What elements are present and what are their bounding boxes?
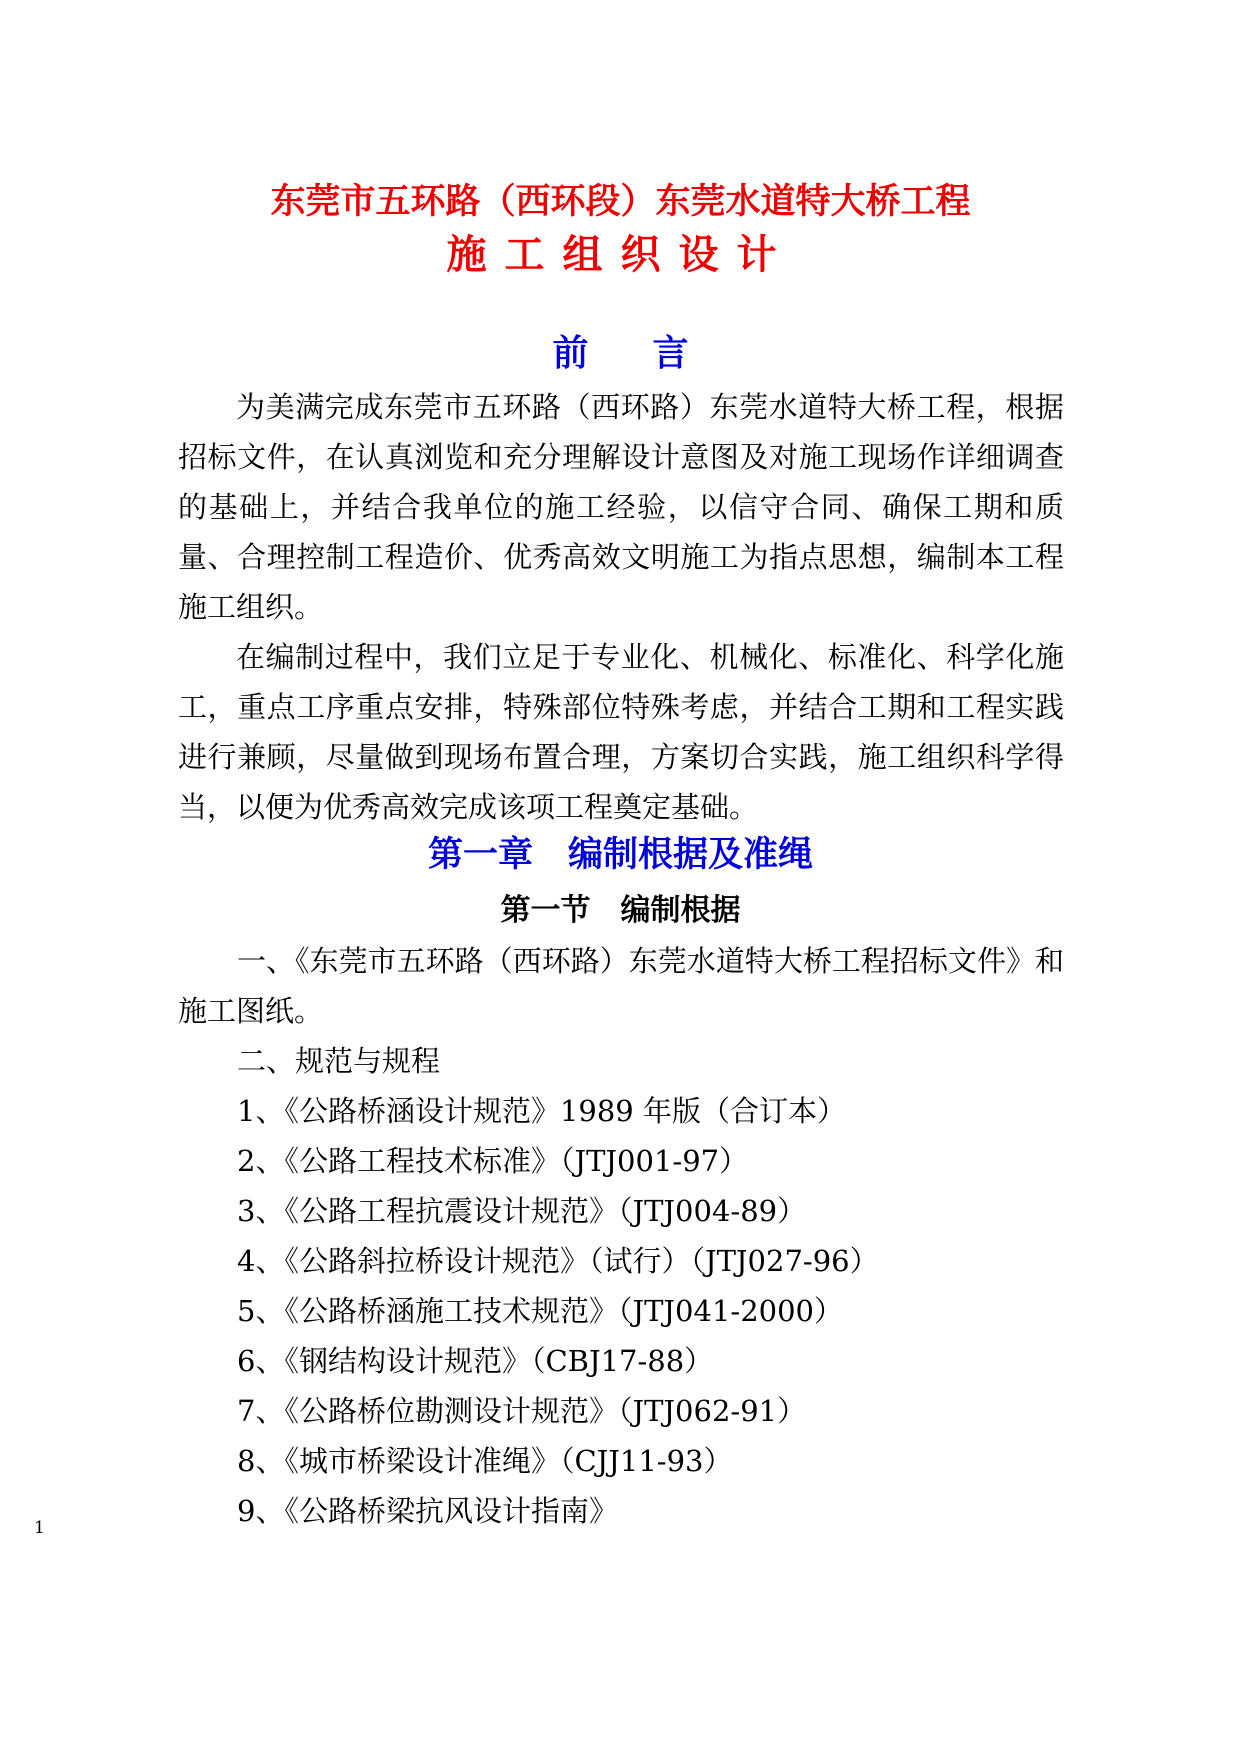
preface-heading-left: 前 bbox=[552, 333, 589, 374]
preface-heading-right: 言 bbox=[652, 333, 689, 374]
chapter-heading: 第一章 编制根据及准绳 bbox=[427, 835, 813, 875]
document-subtitle: 施工组织设计 bbox=[446, 232, 795, 278]
preface-paragraph-1: 为美满完成东莞市五环路（西环路）东莞水道特大桥工程，根据招标文件，在认真浏览和充分理解设计意图及对施工现场作详细调查的基础上，并结合我单位的施工经验，以信守合同、确保工期和质量、合理控制工程造价、优秀高效文明施工为指点思想，编制本工程施工组织。 bbox=[178, 390, 1064, 624]
standard-item: 8、《城市桥梁设计准绳》（CJJ11-93） bbox=[237, 1444, 733, 1478]
standard-item: 3、《公路工程抗震设计规范》（JTJ004-89） bbox=[237, 1194, 807, 1228]
page-number: 1 bbox=[34, 1518, 45, 1538]
preface-heading bbox=[0, 330, 1241, 378]
standard-item: 4、《公路斜拉桥设计规范》（试行）（JTJ027-96） bbox=[237, 1244, 879, 1278]
standard-item: 9、《公路桥梁抗风设计指南》 bbox=[237, 1494, 618, 1528]
standard-item: 2、《公路工程技术标准》（JTJ001-97） bbox=[237, 1144, 749, 1178]
standard-item: 7、《公路桥位勘测设计规范》（JTJ062-91） bbox=[237, 1394, 807, 1428]
standard-item: 6、《钢结构设计规范》（CBJ17-88） bbox=[237, 1344, 714, 1378]
standard-item: 1、《公路桥涵设计规范》1989 年版（合订本） bbox=[237, 1094, 846, 1128]
standard-item: 5、《公路桥涵施工技术规范》（JTJ041-2000） bbox=[237, 1294, 843, 1328]
basis-item-one: 一、《东莞市五环路（西环路）东莞水道特大桥工程招标文件》和施工图纸。 bbox=[178, 944, 1064, 1028]
document-title: 东莞市五环路（西环段）东莞水道特大桥工程 bbox=[270, 182, 971, 222]
section-heading: 第一节 编制根据 bbox=[500, 893, 741, 928]
preface-paragraph-2: 在编制过程中，我们立足于专业化、机械化、标准化、科学化施工，重点工序重点安排，特殊部位特殊考虑，并结合工期和工程实践进行兼顾，尽量做到现场布置合理，方案切合实践，施工组织科学得当，以便为优秀高效完成该项工程奠定基础。 bbox=[178, 640, 1064, 824]
basis-item-two: 二、规范与规程 bbox=[237, 1044, 441, 1078]
